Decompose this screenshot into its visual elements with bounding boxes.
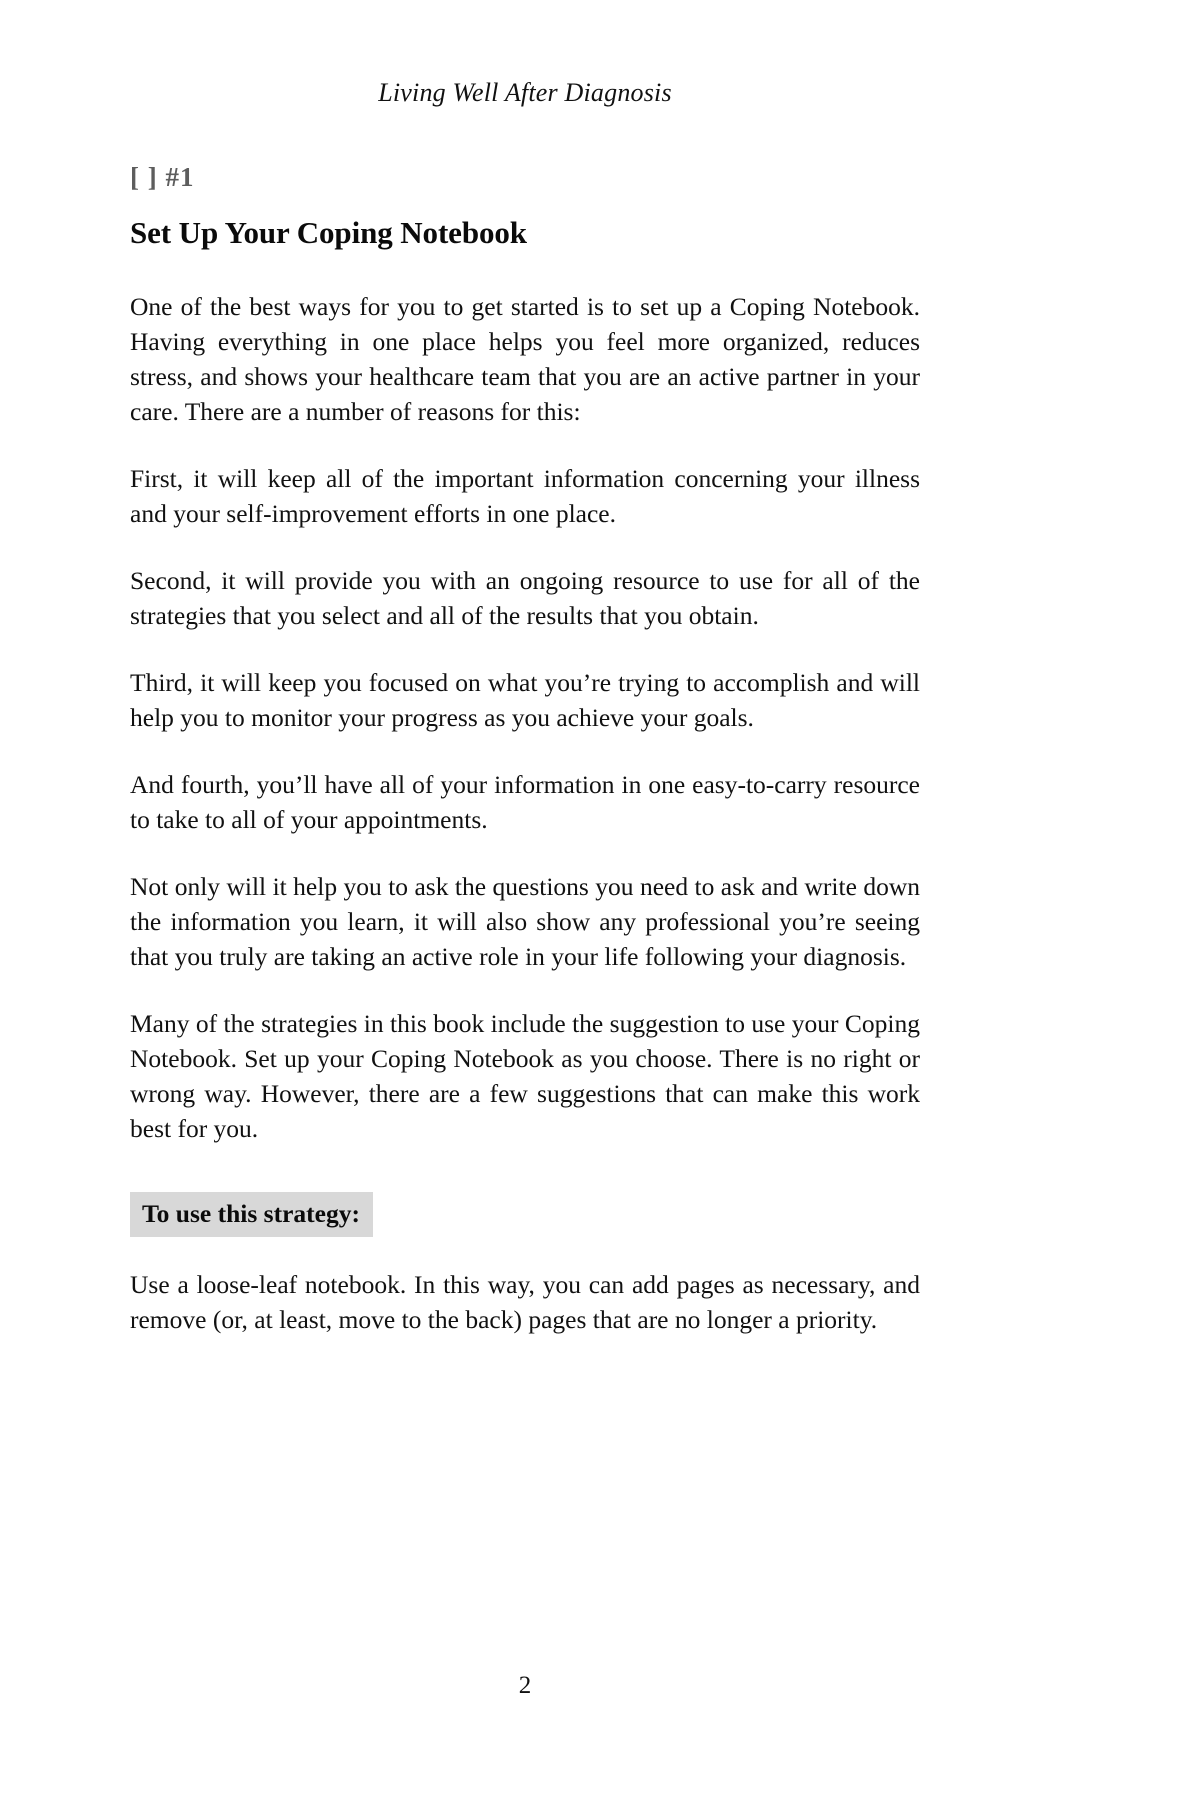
- body-paragraph: Second, it will provide you with an ongoing resource to use for all of the strategies that you select and all of the results that you obtain.: [130, 565, 920, 630]
- body-paragraph: Not only will it help you to ask the questions you need to ask and write down the information you learn, it will also show any professional you’re seeing that you truly are taking an active role in your life following your diagnosis.: [130, 871, 920, 971]
- body-paragraph: First, it will keep all of the important information concerning your illness and your self-improvement efforts in one place.: [130, 463, 920, 528]
- page-content: [130, 163, 920, 1337]
- strategy-number-marker: [ ] #1: [130, 162, 195, 192]
- instruction-paragraph: Use a loose-leaf notebook. In this way, you can add pages as necessary, and remove (or, at least, move to the back) pages that are no longer a priority.: [130, 1270, 920, 1335]
- strategy-title: Set Up Your Coping Notebook: [130, 214, 527, 250]
- callout-container: [130, 1192, 920, 1237]
- to-use-this-strategy-heading: To use this strategy:: [130, 1192, 373, 1237]
- body-paragraph: And fourth, you’ll have all of your information in one easy-to-carry resource to take to all of your appointments.: [130, 769, 920, 834]
- body-paragraph: One of the best ways for you to get started is to set up a Coping Notebook. Having everything in one place helps you feel more organized, reduces stress, and shows your healthcare team that you are an active partner in your care. There are a number of reasons for this:: [130, 291, 920, 426]
- page-number: 2: [518, 1672, 532, 1699]
- body-paragraph: Third, it will keep you focused on what you’re trying to accomplish and will help you to monitor your progress as you achieve your goals.: [130, 667, 920, 732]
- running-head: Living Well After Diagnosis: [378, 78, 672, 107]
- body-paragraph: Many of the strategies in this book include the suggestion to use your Coping Notebook. Set up your Coping Notebook as you choose. There is no right or wrong way. However, there are a few suggestions that can make this work best for you.: [130, 1008, 920, 1143]
